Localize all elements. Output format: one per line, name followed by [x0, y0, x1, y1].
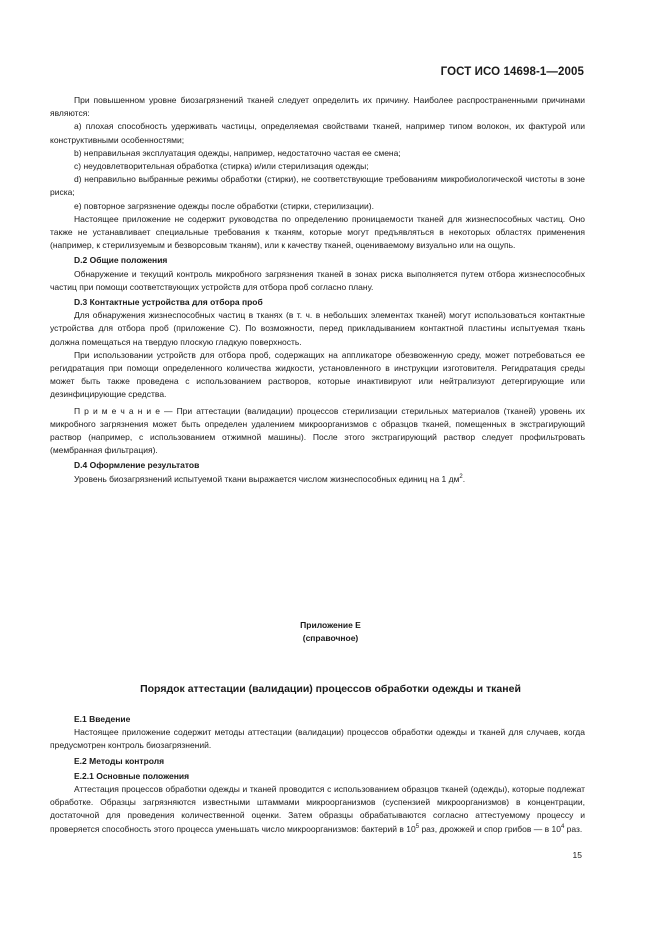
paragraph: При повышенном уровне биозагрязнений тканей следует определить их причину. Наиболее распространенными причинами являются:	[50, 95, 585, 119]
list-item: а) плохая способность удерживать частицы, определяемая свойствами тканей, например типом волокон, их фактурой или конструктивными особенностями;	[50, 121, 585, 145]
text: раз.	[564, 823, 583, 834]
paragraph: При использовании устройств для отбора проб, содержащих на аппликаторе обезвоженную среду, может потребоваться ее регидратация при помощи определенного количества жидкости, установленного в инструкции изготовителя. Регидратация среды может быть также проведена с использованием растворов, которые инактивируют или нейтрализуют детергирующие или дезинфицирующие средства.	[50, 349, 585, 400]
paragraph: Для обнаружения жизнеспособных частиц в тканях (в т. ч. в небольших элементах тканей) могут использоваться контактные устройства для отбора проб (приложение С). По возможности, перед прикладыванием контактной пластины испытуемая ткань должна помещаться на твердую плоскую гладкую поверхность.	[50, 310, 585, 347]
annex-e-body	[50, 711, 585, 836]
section-heading-e1: Е.1 Введение	[74, 714, 131, 724]
list-item: e) повторное загрязнение одежды после обработки (стирки, стерилизации).	[74, 200, 374, 211]
text: .	[462, 473, 466, 484]
section-heading-d3: D.3 Контактные устройства для отбора проб	[74, 297, 263, 308]
paragraph: Настоящее приложение содержит методы аттестации (валидации) процессов обработки одежды и тканей для случаев, когда предусмотрен контроль биозагрязнений.	[50, 727, 585, 751]
superscript: 2	[459, 473, 463, 480]
note: П р и м е ч а н и е — При аттестации (валидации) процессов стерилизации стерильных материалов (тканей) уровень их микробного загрязнения может быть определен удалением микроорганизмов с образцов тканей, помещенных в экстрагирующий раствор (например, с использованием отжимной машины). После этого экстрагирующий раствор следует профильтровать (мембранная фильтрация).	[50, 405, 585, 456]
list-item: d) неправильно выбранные режимы обработки (стирки), не соответствующие требованиям микробиологической чистоты в зоне риска;	[50, 174, 585, 198]
page-number: 15	[572, 850, 582, 860]
paragraph	[50, 473, 585, 486]
section-heading-e2: Е.2 Методы контроля	[74, 755, 165, 766]
section-heading-e21: Е.2.1 Основные положения	[74, 770, 190, 781]
annex-label: Приложение Е	[300, 620, 361, 630]
document-code: ГОСТ ИСО 14698-1—2005	[440, 66, 584, 78]
annex-e-label	[0, 619, 661, 645]
superscript: 4	[560, 823, 565, 830]
superscript: 5	[415, 823, 420, 830]
annex-d-continuation	[50, 94, 585, 486]
list-item: b) неправильная эксплуатация одежды, например, недостаточно частая ее смена;	[74, 147, 401, 158]
text: Уровень биозагрязнений испытуемой ткани выражается числом жизнеспособных единиц на 1 дм	[74, 473, 460, 484]
annex-title: Порядок аттестации (валидации) процессов обработки одежды и тканей	[140, 683, 521, 695]
paragraph	[50, 783, 585, 836]
paragraph: Обнаружение и текущий контроль микробного загрязнения тканей в зонах риска выполняется путем отбора жизнеспособных частиц при помощи соответствующих устройств для отбора проб согласно плану.	[50, 268, 585, 292]
annex-kind: (справочное)	[302, 633, 359, 643]
paragraph: Настоящее приложение не содержит руководства по определению проницаемости тканей для жизнеспособных частиц. Оно также не устанавливает специальные требования к тканям, которые могут предъявляться в некоторых областях применения (например, к стерилизуемым и безворсовым тканям), или к качеству тканей, оцениваемому визуально или на ощупь.	[50, 213, 585, 251]
section-heading-d4: D.4 Оформление результатов	[74, 460, 200, 471]
text: Аттестация процессов обработки одежды и тканей проводится с использованием образцов тканей (одежды), которые подлежат обработке. Образцы загрязняются известными штаммами микроорганизмов (суспензией микроорганизмов) в концентрации, достаточной для проведения количественной оценки. Затем образцы обрабатываются согласно аттестуемому процессу и проверяется способность этого процесса уменьшать число микроорганизмов: бактерий в 10	[50, 784, 585, 834]
list-item: c) неудовлетворительная обработка (стирка) и/или стерилизация одежды;	[74, 161, 369, 172]
text: раз, дрожжей и спор грибов — в 10	[419, 823, 561, 834]
section-heading-d2: D.2 Общие положения	[74, 255, 168, 266]
